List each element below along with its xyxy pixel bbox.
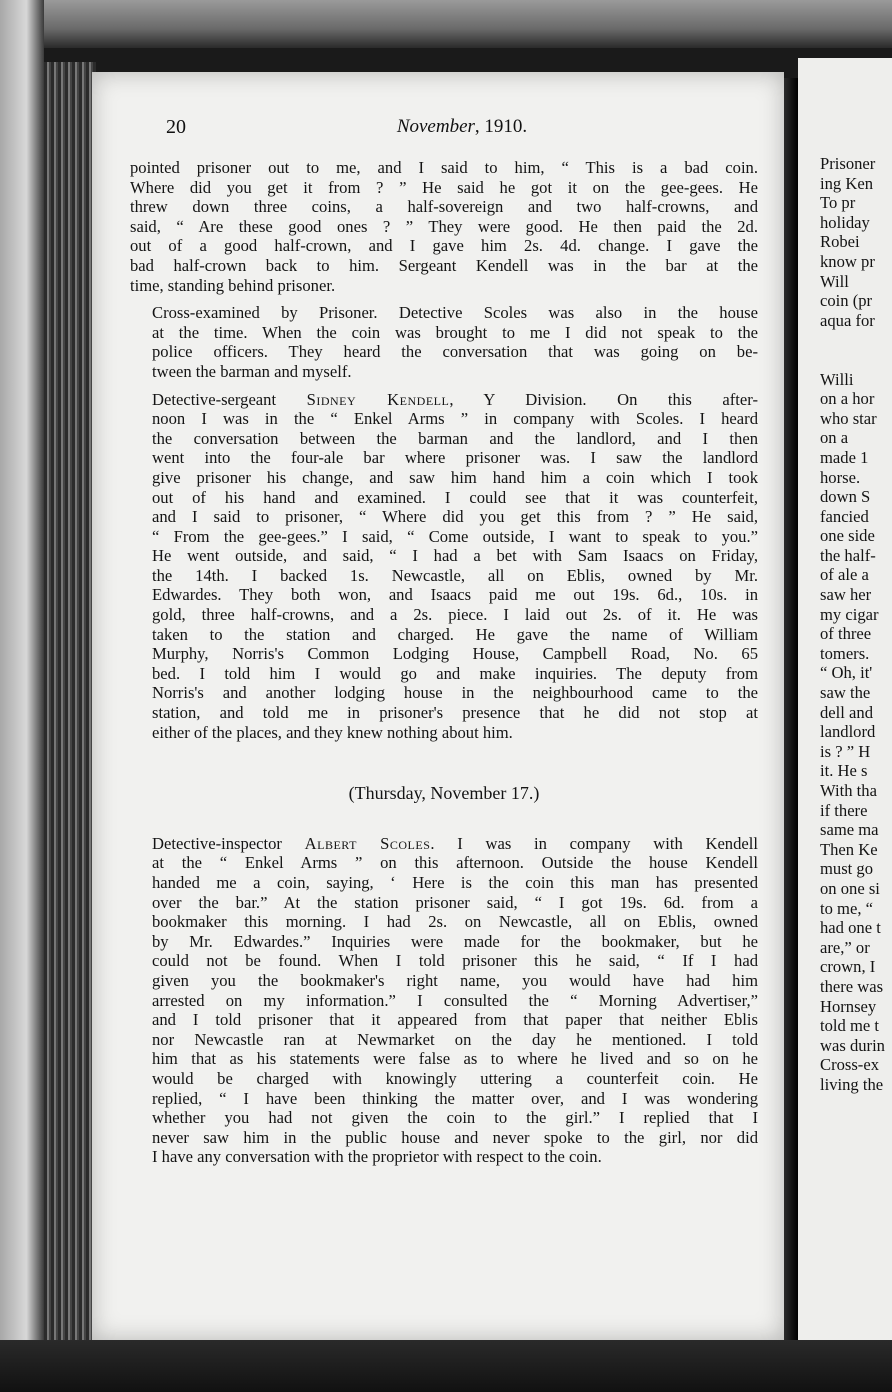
facing-page-line: landlord <box>820 722 876 742</box>
facing-page-line: holiday <box>820 212 870 232</box>
facing-page-line: on a <box>820 428 849 448</box>
facing-page-fragment <box>798 58 892 1348</box>
paragraph-line: given you the bookmaker's right name, you would have had him <box>152 970 758 990</box>
facing-page-line: is ? ” H <box>820 741 871 761</box>
facing-page-line: same ma <box>820 820 879 840</box>
facing-page-line <box>820 330 892 350</box>
facing-page-line: aqua for <box>820 310 875 330</box>
running-title-year: , 1910. <box>474 116 528 137</box>
facing-page-line: are,” or <box>820 937 870 957</box>
facing-page-line: Will <box>820 271 849 291</box>
paragraph <box>130 158 758 295</box>
facing-page-line: Hornsey <box>820 996 877 1016</box>
facing-page-line: of ale a <box>820 565 869 585</box>
page-number: 20 <box>166 116 186 138</box>
facing-page-line: of three <box>820 624 872 644</box>
paragraphs <box>130 158 758 742</box>
facing-page-line: “ Oh, it' <box>820 663 873 683</box>
paragraph-line: time, standing behind prisoner. <box>130 275 336 295</box>
paragraph-line: and I said to prisoner, “ Where did you get this from ? ” He said, <box>152 507 758 527</box>
paragraph-line: threw down three coins, a half-sovereign and two half-crowns, and <box>130 197 758 217</box>
facing-page-line: must go <box>820 859 874 879</box>
facing-page-line: my cigar <box>820 604 879 624</box>
paragraph-line: by Mr. Edwardes.” Inquiries were made for the bookmaker, but he <box>152 931 758 951</box>
facing-page-line: Willi <box>820 369 854 389</box>
final-paragraph <box>130 834 758 1167</box>
facing-page-line: down S <box>820 487 871 507</box>
facing-page-line: coin (pr <box>820 291 873 311</box>
facing-page-line <box>820 350 892 370</box>
paragraph-line: and I told prisoner that it appeared from that paper that neither Eblis <box>152 1010 758 1030</box>
paragraph-line: police officers. They heard the conversation that was going on be- <box>152 342 758 362</box>
line-text: . I was in company with Kendell <box>430 833 758 853</box>
paragraph-line: out of his hand and examined. I could see that it was counterfeit, <box>152 487 758 507</box>
facing-page-line: it. He s <box>820 761 868 781</box>
facing-page-text <box>820 154 892 1095</box>
paragraph-line: Murphy, Norris's Common Lodging House, Campbell Road, No. 65 <box>152 644 758 664</box>
speaker-name: Sidney Kendell <box>306 389 450 409</box>
facing-page-line: dell and <box>820 702 873 722</box>
paragraph-line: bookmaker this morning. I had 2s. on Newcastle, all on Eblis, owned <box>152 912 758 932</box>
paragraph-line: Norris's and another lodging house in the neighbourhood came to the <box>152 683 758 703</box>
facing-page-line: there was <box>820 976 884 996</box>
facing-page-line: living the <box>820 1074 884 1094</box>
paragraph-line: at the “ Enkel Arms ” on this afternoon. Outside the house Kendell <box>152 853 758 873</box>
facing-page-line: Cross-ex <box>820 1055 879 1075</box>
paragraph-line: gold, three half-crowns, and a 2s. piece. I laid out 2s. of it. He was <box>152 605 758 625</box>
paragraph-line: the conversation between the barman and the landlord, and I then <box>152 428 758 448</box>
paragraph-line: at the time. When the coin was brought to me I did not speak to the <box>152 322 758 342</box>
date-heading: (Thursday, November 17.) <box>348 783 540 804</box>
facing-page-line: the half- <box>820 545 876 565</box>
paragraph-line: out of a good half-crown, and I gave him 2s. 4d. change. I gave the <box>130 236 758 256</box>
book-binding <box>44 62 96 1342</box>
speaker-title: Detective-inspector <box>152 833 305 853</box>
facing-page-line: saw the <box>820 683 871 703</box>
paragraph <box>130 303 758 381</box>
paragraph-line: nor Newcastle ran at Newmarket on the day he mentioned. I told <box>152 1029 758 1049</box>
paragraph-line: station, and told me in prisoner's presence that he did not stop at <box>152 703 758 723</box>
running-title <box>166 116 758 138</box>
facing-page-line: one side <box>820 526 875 546</box>
facing-page-line: told me t <box>820 1016 879 1036</box>
facing-page-line: Robei <box>820 232 860 252</box>
paragraph-line: would be charged with knowingly uttering a counterfeit coin. He <box>152 1068 758 1088</box>
paragraph-line <box>130 834 758 854</box>
facing-page-line: if there <box>820 800 868 820</box>
paragraph-line: Edwardes. They both won, and Isaacs paid me out 19s. 6d., 10s. in <box>152 585 758 605</box>
paragraph-line: said, “ Are these good ones ? ” They were good. He then paid the 2d. <box>130 216 758 236</box>
paragraph-line: arrested on my information.” I consulted the “ Morning Advertiser,” <box>152 990 758 1010</box>
paragraph-line: taken to the station and charged. He gave the name of William <box>152 624 758 644</box>
speaker-title: Detective-sergeant <box>152 389 307 409</box>
paragraph-line: never saw him in the public house and never spoke to the girl, nor did <box>152 1127 758 1147</box>
paragraph-line: “ From the gee-gees.” I said, “ Come outside, I want to speak to you.” <box>152 526 758 546</box>
paragraph-line <box>130 390 758 410</box>
book-page <box>92 72 784 1340</box>
paragraph-line: tween the barman and myself. <box>152 361 352 381</box>
paragraph-line: bed. I told him I would go and make inquiries. The deputy from <box>152 663 758 683</box>
running-title-month: November <box>396 116 475 137</box>
facing-page-line: to me, “ <box>820 898 873 918</box>
paragraph-line: give prisoner his change, and saw him hand him a coin which I took <box>152 467 758 487</box>
facing-page-line: Prisoner <box>820 154 876 173</box>
paragraph-line: noon I was in the “ Enkel Arms ” in company with Scoles. I heard <box>152 409 758 429</box>
scan-top-border <box>0 0 892 48</box>
facing-page-line: ing Ken <box>820 173 873 193</box>
facing-page-line: on one si <box>820 878 880 898</box>
paragraph <box>130 390 758 743</box>
facing-page-line: tomers. <box>820 643 870 663</box>
speaker-name: Albert Scoles <box>304 833 431 853</box>
facing-page-line: was durin <box>820 1035 885 1055</box>
paragraph-line: whether you had not given the coin to the girl.” I replied that I <box>152 1108 758 1128</box>
paragraph-line: him that as his statements were false as to where he lived and so on he <box>152 1049 758 1069</box>
paragraph-line: over the bar.” At the station prisoner said, “ I got 19s. 6d. from a <box>152 892 758 912</box>
paragraph-line: I have any conversation with the proprietor with respect to the coin. <box>152 1147 602 1167</box>
facing-page-line: had one t <box>820 918 881 938</box>
facing-page-line: on a hor <box>820 389 875 409</box>
line-text: , Y Division. On this after- <box>449 389 758 409</box>
facing-page-line: horse. <box>820 467 861 487</box>
scan-left-margin <box>0 0 44 1392</box>
paragraph-line: went into the four-ale bar where prisoner was. I saw the landlord <box>152 448 758 468</box>
paragraph-line: replied, “ I have been thinking the matter over, and I was wondering <box>152 1088 758 1108</box>
facing-page-line: fancied <box>820 506 869 526</box>
paragraph-line: Cross-examined by Prisoner. Detective Scoles was also in the house <box>152 303 758 323</box>
paragraph-line: either of the places, and they knew nothing about him. <box>152 722 513 742</box>
facing-page-line: made 1 <box>820 447 869 467</box>
paragraph-line: bad half-crown back to him. Sergeant Kendell was in the bar at the <box>130 255 758 275</box>
paragraph-line: could not be found. When I told prisoner this he said, “ If I had <box>152 951 758 971</box>
facing-page-line: crown, I <box>820 957 876 977</box>
facing-page-line: who star <box>820 408 877 428</box>
paragraph-line: the 14th. I backed 1s. Newcastle, all on Eblis, owned by Mr. <box>152 565 758 585</box>
facing-page-line: With tha <box>820 781 877 800</box>
paragraph-line: handed me a coin, saying, ‘ Here is the coin this man has presented <box>152 873 758 892</box>
paragraph-line: He went outside, and said, “ I had a bet with Sam Isaacs on Friday, <box>152 546 758 566</box>
facing-page-line: Then Ke <box>820 839 878 859</box>
body-text <box>130 158 758 1175</box>
paragraph-line: Where did you get it from ? ” He said he got it on the gee-gees. He <box>130 177 758 197</box>
paragraph-line: pointed prisoner out to me, and I said to him, “ This is a bad coin. <box>130 158 758 177</box>
facing-page-line: know pr <box>820 251 875 271</box>
page-gutter-shadow <box>784 78 798 1340</box>
scan-bottom-border <box>0 1340 892 1392</box>
facing-page-line: saw her <box>820 585 872 605</box>
page-header <box>166 116 758 142</box>
facing-page-line: To pr <box>820 193 856 213</box>
